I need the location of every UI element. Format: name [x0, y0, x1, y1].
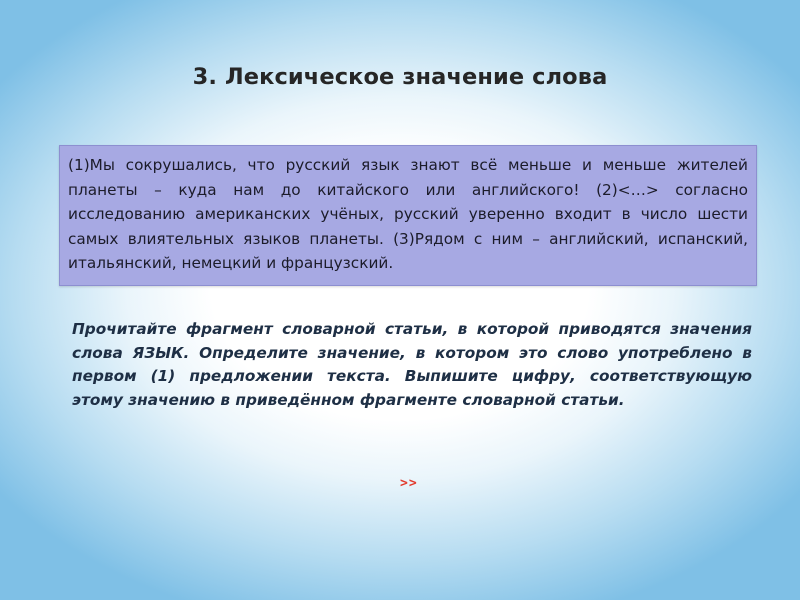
task-instructions: Прочитайте фрагмент словарной статьи, в которой приводятся значения слова ЯЗЫК. Определите значение, в котором это слово употреблено в первом (1) предложении текста. Выпишите цифру, соответствующую этому значению в приведённом фрагменте словарной статьи. — [72, 320, 752, 409]
quote-box — [59, 145, 757, 286]
slide-title: 3. Лексическое значение слова — [192, 64, 608, 90]
next-slide-link[interactable]: >> — [400, 476, 418, 491]
quote-text: (1)Мы сокрушались, что русский язык знают всё меньше и меньше жителей планеты – куда нам до китайского или английского! (2)<…> согласно исследованию американских учёных, русский уверенно входит в число шести самых влиятельных языков планеты. (3)Рядом с ним – английский, испанский, итальянский, немецкий и французский. — [68, 156, 748, 272]
